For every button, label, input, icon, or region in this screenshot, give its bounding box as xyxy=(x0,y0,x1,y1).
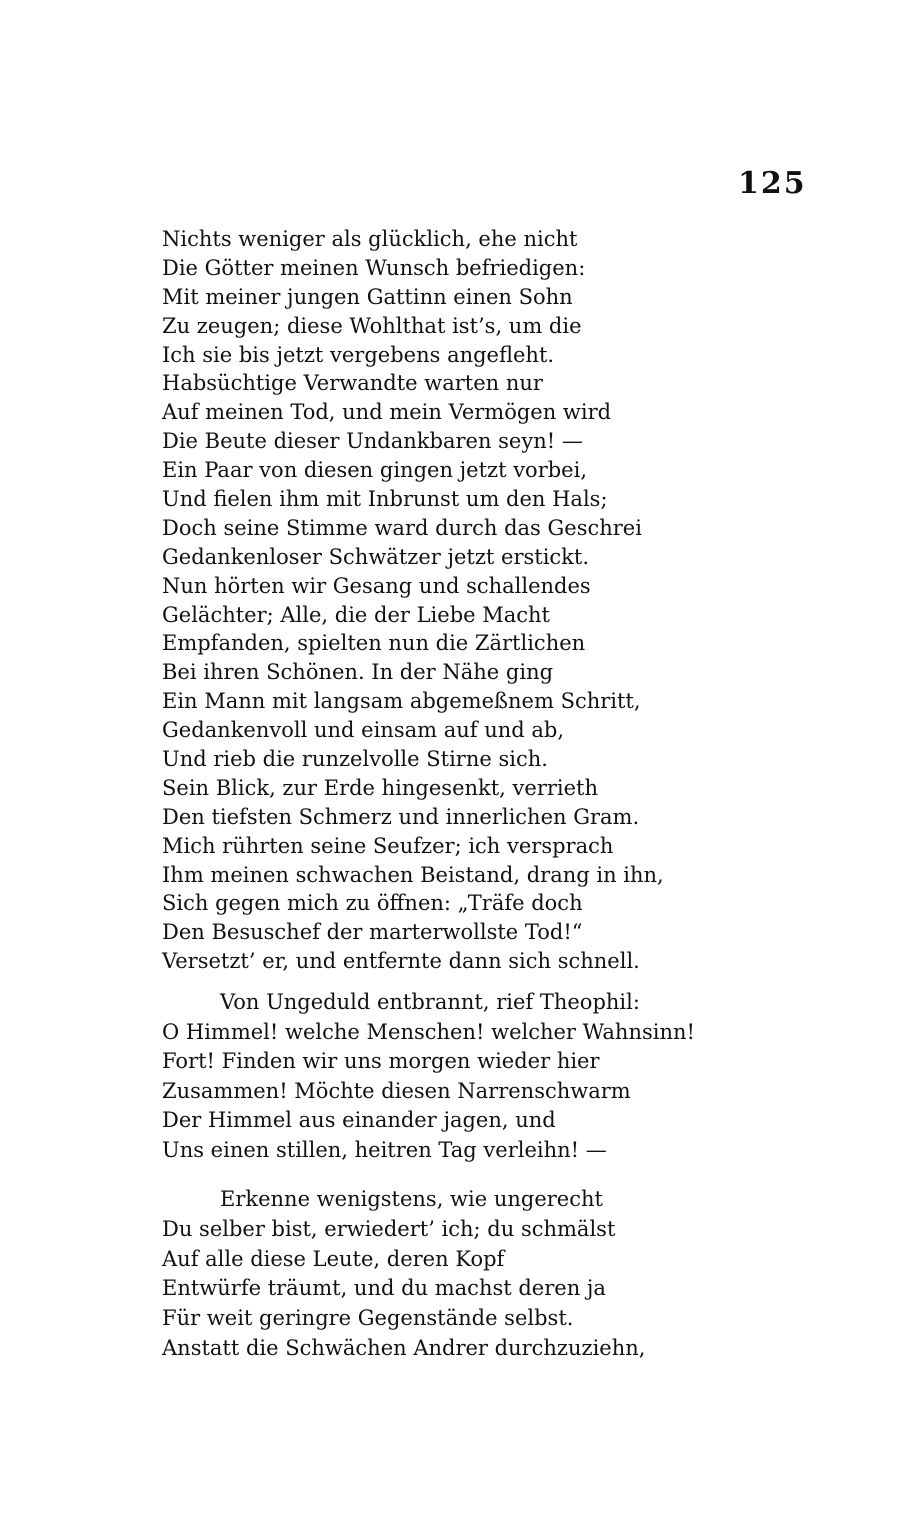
verse-line: Mit meiner jungen Gattinn einen Sohn xyxy=(162,284,573,309)
verse-line: Ein Paar von diesen gingen jetzt vorbei, xyxy=(162,458,588,483)
verse-line: Ein Mann mit langsam abgemeßnem Schritt, xyxy=(162,689,641,714)
verse-line: Von Ungeduld entbrannt, rief Theophil: xyxy=(220,990,640,1014)
verse-line: Fort! Finden wir uns morgen wieder hier xyxy=(162,1049,600,1073)
verse-line: Ihm meinen schwachen Beistand, drang in ihn, xyxy=(162,862,664,887)
verse-line: Auf meinen Tod, und mein Vermögen wird xyxy=(162,400,612,425)
verse-line: Und fielen ihm mit Inbrunst um den Hals; xyxy=(162,487,608,512)
verse-line: Nichts weniger als glücklich, ehe nicht xyxy=(162,227,578,251)
verse-line: Gelächter; Alle, die der Liebe Macht xyxy=(162,602,550,627)
verse-line: Ich sie bis jetzt vergebens angefleht. xyxy=(162,342,555,367)
verse-line: Sich gegen mich zu öffnen: „Träfe doch xyxy=(162,891,583,916)
verse-line: Entwürfe träumt, und du machst deren ja xyxy=(162,1276,606,1301)
verse-line: Für weit geringre Gegenstände selbst. xyxy=(162,1306,574,1331)
verse-line: Die Beute dieser Undankbaren seyn! — xyxy=(162,429,583,454)
verse-line: Die Götter meinen Wunsch befriedigen: xyxy=(162,255,586,280)
verse-line: Gedankenvoll und einsam auf und ab, xyxy=(162,718,565,743)
stanza-2 xyxy=(162,988,802,1165)
stanza-3 xyxy=(162,1185,802,1364)
verse-line: Der Himmel aus einander jagen, und xyxy=(162,1108,556,1132)
verse-line: Den Besuschef der marterwollste Tod!“ xyxy=(162,920,583,945)
verse-line: Habsüchtige Verwandte warten nur xyxy=(162,371,543,396)
verse-line: Empfanden, spielten nun die Zärtlichen xyxy=(162,631,586,656)
verse-line: Den tiefsten Schmerz und innerlichen Gram. xyxy=(162,804,640,829)
verse-line: Nun hörten wir Gesang und schallendes xyxy=(162,573,591,598)
verse-line: Uns einen stillen, heitren Tag verleihn! — xyxy=(162,1137,607,1162)
stanza-1 xyxy=(162,225,802,976)
verse-line: Mich rührten seine Seufzer; ich versprach xyxy=(162,833,614,858)
verse-line: Zu zeugen; diese Wohlthat ist’s, um die xyxy=(162,313,582,338)
verse-line: Und rieb die runzelvolle Stirne sich. xyxy=(162,747,548,772)
verse-line: Bei ihren Schönen. In der Nähe ging xyxy=(162,660,554,685)
page-number: 125 xyxy=(738,166,807,201)
verse-line: Sein Blick, zur Erde hingesenkt, verrieth xyxy=(162,775,599,800)
verse-line: Du selber bist, erwiedert’ ich; du schmälst xyxy=(162,1216,616,1241)
verse-line: Auf alle diese Leute, deren Kopf xyxy=(162,1246,505,1271)
verse-line: Erkenne wenigstens, wie ungerecht xyxy=(220,1187,603,1211)
verse-line: O Himmel! welche Menschen! welcher Wahnsinn! xyxy=(162,1019,695,1044)
verse-line: Gedankenloser Schwätzer jetzt erstickt. xyxy=(162,544,590,569)
verse-line: Anstatt die Schwächen Andrer durchzuziehn, xyxy=(162,1335,646,1360)
verse-line: Versetzt’ er, und entfernte dann sich schnell. xyxy=(162,949,640,974)
verse-line: Zusammen! Möchte diesen Narrenschwarm xyxy=(162,1078,631,1103)
verse-line: Doch seine Stimme ward durch das Geschrei xyxy=(162,515,642,540)
